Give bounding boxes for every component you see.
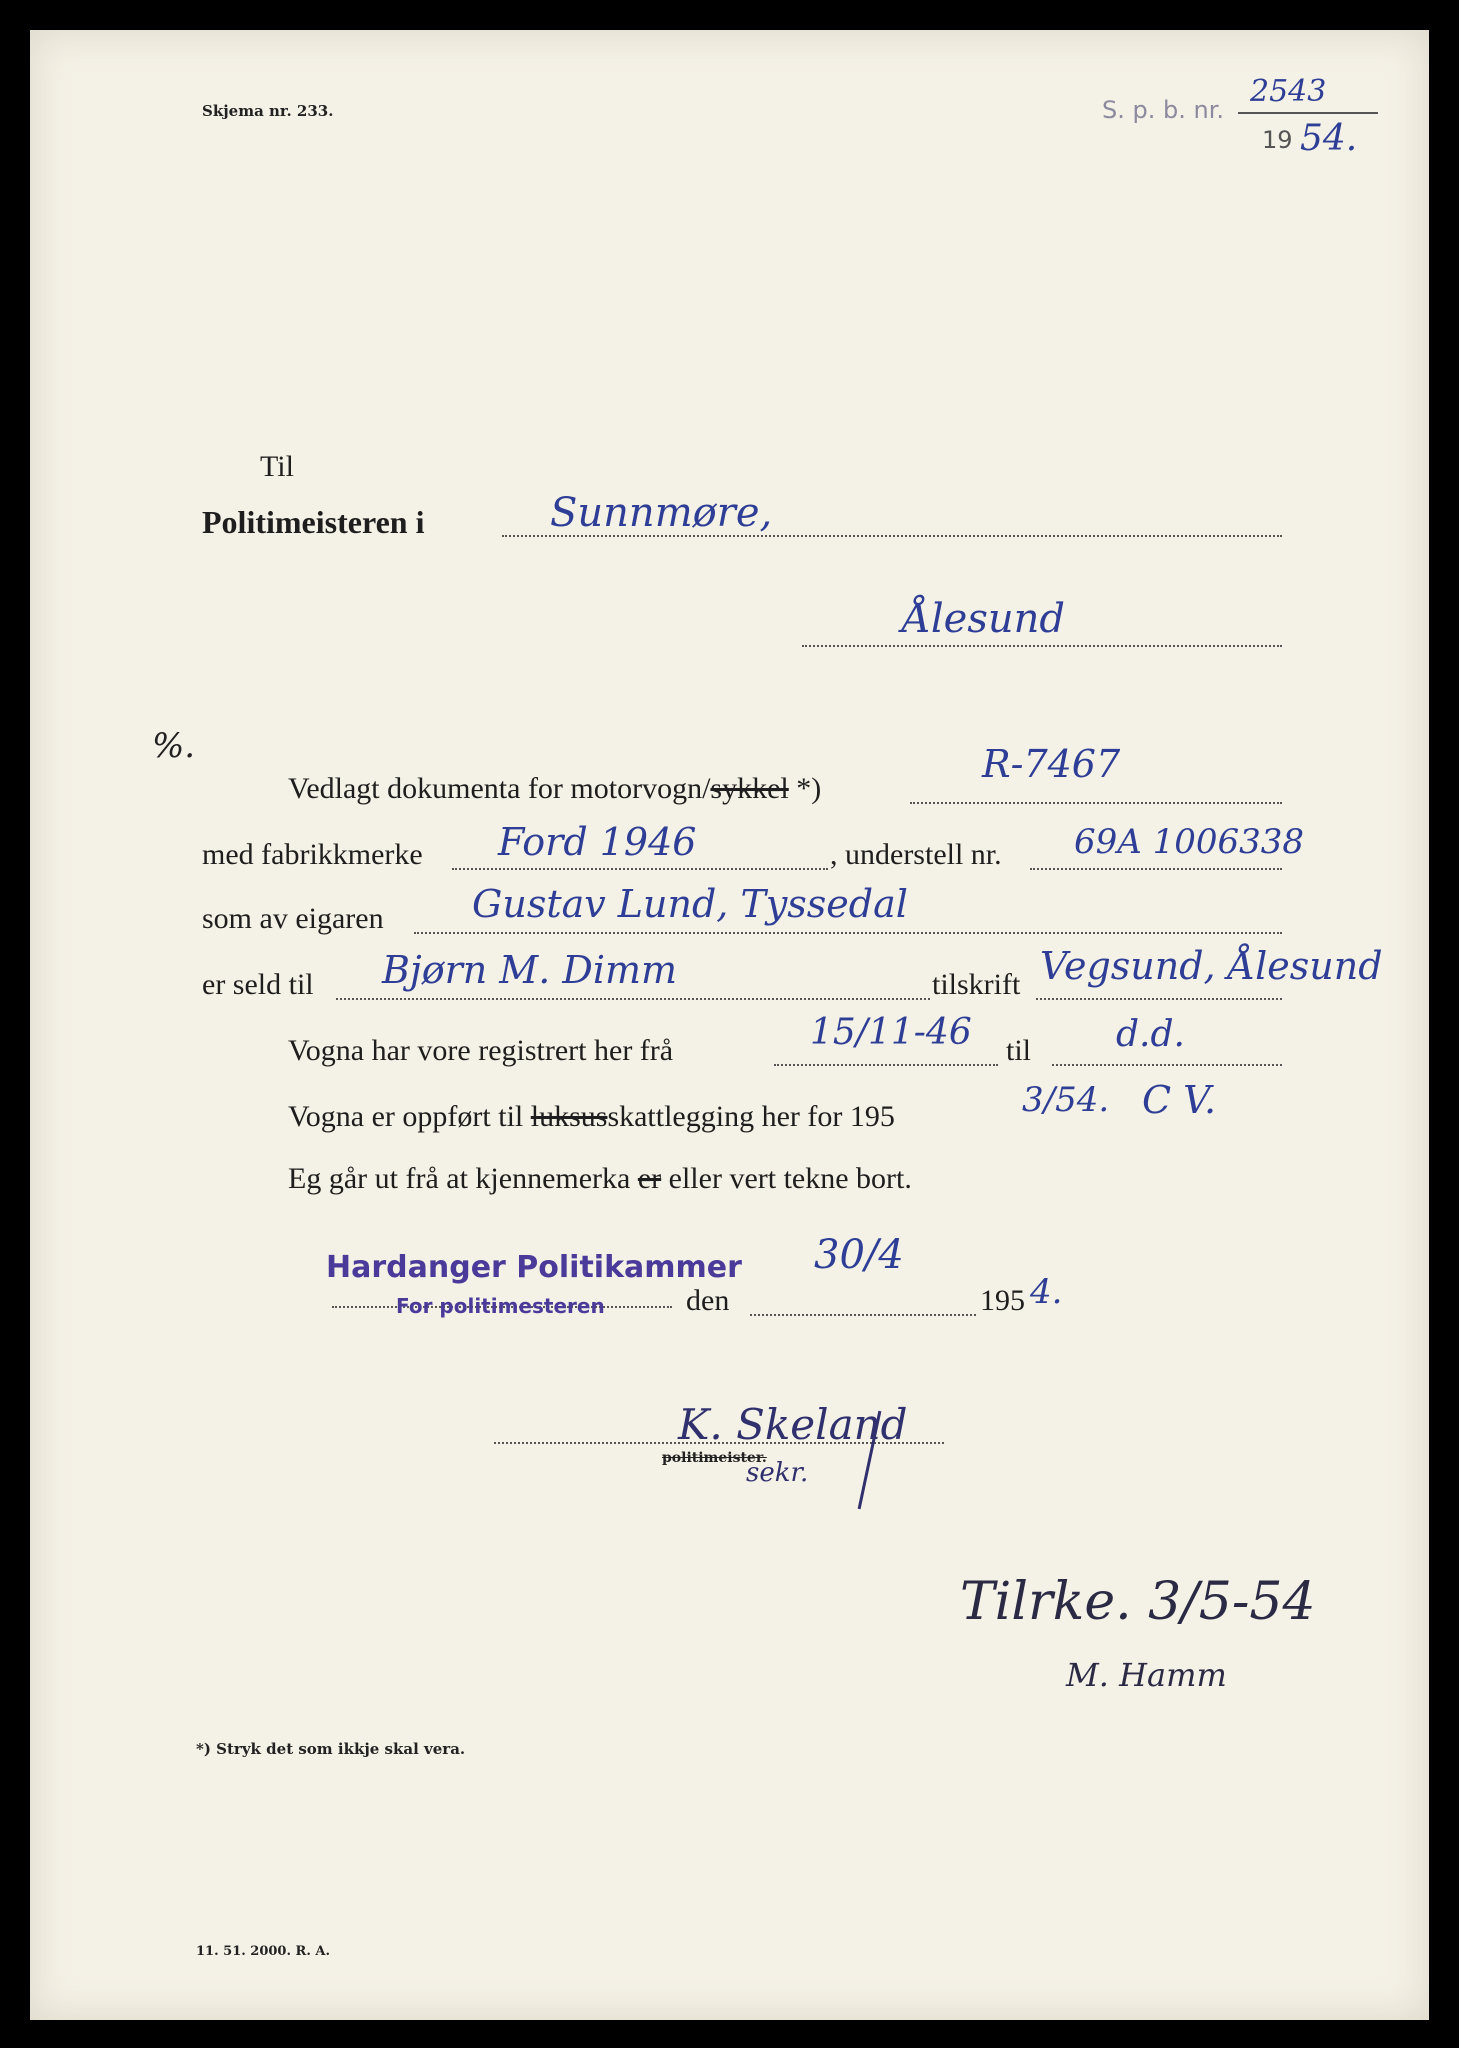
- registered-to-handwritten: d.d.: [1116, 1014, 1185, 1055]
- den-label: den: [686, 1284, 730, 1317]
- form-number: Skjema nr. 233.: [202, 102, 334, 120]
- owner-handwritten: Gustav Lund, Tyssedal: [472, 882, 908, 926]
- date-handwritten: 30/4: [814, 1232, 904, 1278]
- line1-text: Vedlagt dokumenta for motorvogn/sykkel *): [288, 772, 822, 805]
- chassis-label: , understell nr.: [830, 838, 1002, 871]
- buyer-handwritten: Bjørn M. Dimm: [382, 948, 678, 992]
- title-handwritten: sekr.: [746, 1458, 809, 1488]
- spb-year-suffix: 54.: [1300, 118, 1358, 159]
- spb-year-prefix: 19: [1262, 126, 1293, 154]
- address-label: tilskrift: [932, 968, 1021, 1001]
- spb-prefix: S. p. b. nr.: [1102, 96, 1224, 124]
- line6-text: Vogna er oppført til luksusskattlegging her for 195: [288, 1100, 895, 1133]
- tax-class-handwritten: C V.: [1142, 1078, 1217, 1122]
- tax-year-handwritten: 3/54.: [1022, 1080, 1110, 1120]
- city-handwritten: Ålesund: [902, 596, 1066, 642]
- line5-label: Vogna har vore registrert her frå: [288, 1034, 674, 1067]
- form-page: [30, 30, 1429, 2020]
- registered-from-handwritten: 15/11-46: [810, 1012, 972, 1053]
- footnote: *) Stryk det som ikkje skal vera.: [196, 1740, 466, 1758]
- make-year-handwritten: Ford 1946: [498, 820, 697, 864]
- chassis-number-handwritten: 69A 1006338: [1074, 822, 1305, 862]
- til-label-2: til: [1006, 1034, 1032, 1067]
- registration-handwritten: R-7467: [982, 742, 1121, 786]
- title-struck: politimeister.: [662, 1450, 767, 1466]
- print-code: 11. 51. 2000. R. A.: [196, 1944, 330, 1959]
- year-prefix: 195: [980, 1284, 1025, 1317]
- police-stamp-line1: Hardanger Politikammer: [326, 1250, 742, 1285]
- officer-signature: K. Skeland: [678, 1400, 908, 1449]
- year-suffix-handwritten: 4.: [1030, 1272, 1063, 1312]
- til-label: Til: [260, 450, 294, 483]
- line2-label: med fabrikkmerke: [202, 838, 423, 871]
- line3-label: som av eigaren: [202, 902, 384, 935]
- margin-mark: %.: [152, 726, 196, 766]
- politimeisteren-label: Politimeisteren i: [202, 504, 425, 540]
- police-stamp-line2: For politimesteren: [396, 1294, 605, 1318]
- buyer-address-handwritten: Vegsund, Ålesund: [1040, 944, 1383, 988]
- line7-text: Eg går ut frå at kjennemerka er eller vert tekne bort.: [288, 1162, 912, 1195]
- receipt-note-line1: Tilrke. 3/5-54: [960, 1572, 1316, 1632]
- line4-label: er seld til: [202, 968, 314, 1001]
- receipt-note-signature: M. Hamm: [1066, 1656, 1227, 1694]
- spb-number: 2543: [1250, 74, 1327, 109]
- district-handwritten: Sunnmøre,: [550, 490, 773, 536]
